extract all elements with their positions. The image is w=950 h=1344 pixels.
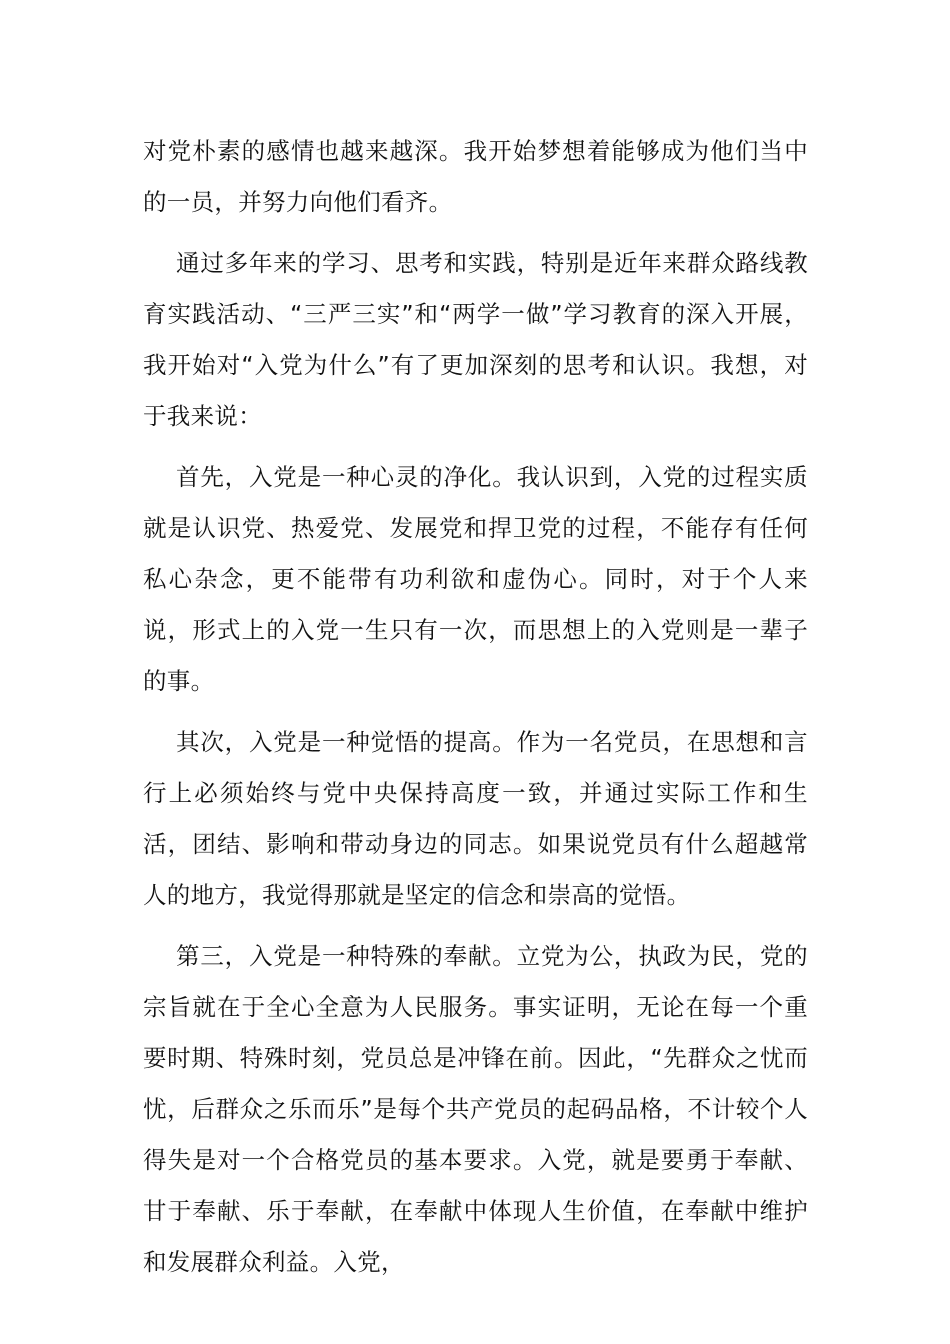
paragraph-4: 其次，入党是一种觉悟的提高。作为一名党员，在思想和言行上必须始终与党中央保持高度一致，并通过实际工作和生活，团结、影响和带动身边的同志。如果说党员有什么超越常人的地方，我觉得那就是坚定的信念和崇高的觉悟。: [143, 728, 808, 909]
paragraph-2: 通过多年来的学习、思考和实践，特别是近年来群众路线教育实践活动、“三严三实”和“两学一做”学习教育的深入开展，我开始对“入党为什么”有了更加深刻的思考和认识。我想，对于我来说：: [143, 249, 808, 430]
paragraph-3: 首先，入党是一种心灵的净化。我认识到，入党的过程实质就是认识党、热爱党、发展党和捍卫党的过程，不能存有任何私心杂念，更不能带有功利欲和虚伪心。同时，对于个人来说，形式上的入党一生只有一次，而思想上的入党则是一辈子的事。: [143, 463, 808, 695]
paragraph-5: 第三，入党是一种特殊的奉献。立党为公，执政为民，党的宗旨就在于全心全意为人民服务。事实证明，无论在每一个重要时期、特殊时刻，党员总是冲锋在前。因此，“先群众之忧而忧，后群众之乐而乐”是每个共产党员的起码品格，不计较个人得失是对一个合格党员的基本要求。入党，就是要勇于奉献、甘于奉献、乐于奉献，在奉献中体现人生价值，在奉献中维护和发展群众利益。入党，: [143, 942, 808, 1276]
document-body: [143, 126, 808, 1298]
paragraph-1: 对党朴素的感情也越来越深。我开始梦想着能够成为他们当中的一员，并努力向他们看齐。: [143, 137, 808, 216]
